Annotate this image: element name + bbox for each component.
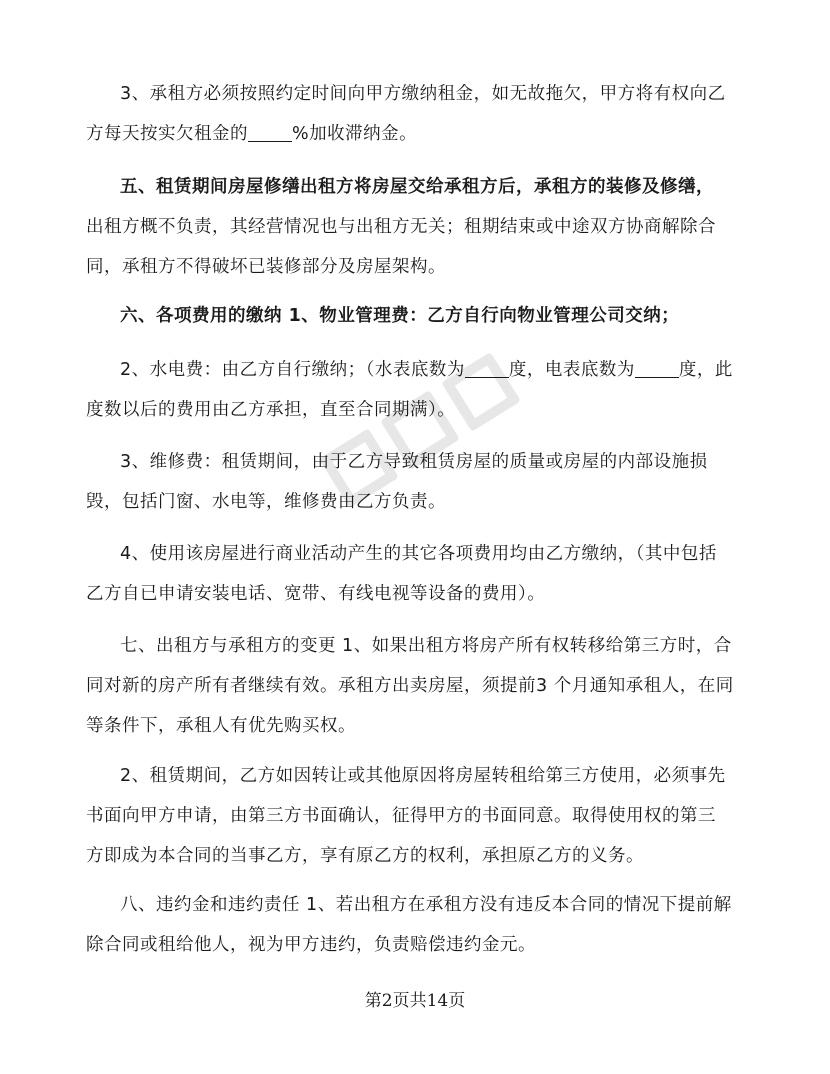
paragraph-line: 除合同或租给他人，视为甲方违约，负责赔偿违约金元。 bbox=[86, 935, 536, 955]
text-fragment: 方每天按实欠租金的 bbox=[86, 124, 248, 144]
paragraph-line: 毁，包括门窗、水电等，维修费由乙方负责。 bbox=[86, 492, 446, 512]
paragraph-line: 七、出租方与承租方的变更 1、如果出租方将房产所有权转移给第三方时，合 bbox=[120, 636, 732, 656]
paragraph-line: 3、维修费：租赁期间，由于乙方导致租赁房屋的质量或房屋的内部设施损 bbox=[120, 452, 708, 472]
paragraph-line: 八、违约金和违约责任 1、若出租方在承租方没有违反本合同的情况下提前解 bbox=[120, 895, 732, 915]
text-fragment: 2、水电费：由乙方自行缴纳；（水表底数为 bbox=[120, 360, 465, 380]
paragraph-line: 方即成为本合同的当事乙方，享有原乙方的权利，承担原乙方的义务。 bbox=[86, 846, 644, 866]
fill-blank bbox=[635, 359, 679, 378]
paragraph-line: 书面向甲方申请，由第三方书面确认，征得甲方的书面同意。取得使用权的第三 bbox=[86, 806, 716, 826]
paragraph-section-seven bbox=[86, 626, 746, 746]
paragraph-section-eight bbox=[86, 885, 746, 965]
paragraph-line: 度数以后的费用由乙方承担，直至合同期满）。 bbox=[86, 400, 456, 420]
paragraph-line bbox=[86, 350, 746, 390]
paragraph-line: 4、使用该房屋进行商业活动产生的其它各项费用均由乙方缴纳，（其中包括 bbox=[120, 544, 717, 564]
paragraph-line: 2、租赁期间，乙方如因转让或其他原因将房屋转租给第三方使用，必须事先 bbox=[120, 766, 726, 786]
paragraph-line: 五、租赁期间房屋修缮出租方将房屋交给承租方后，承租方的装修及修缮， bbox=[120, 177, 714, 197]
paragraph-line: 乙方自已申请安装电话、宽带、有线电视等设备的费用）。 bbox=[86, 584, 546, 604]
fill-blank bbox=[465, 359, 509, 378]
paragraph-line bbox=[86, 114, 746, 154]
paragraph-utilities bbox=[86, 350, 746, 430]
text-fragment: %加收滞纳金。 bbox=[292, 124, 418, 144]
paragraph-line: 六、各项费用的缴纳 1、物业管理费：乙方自行向物业管理公司交纳； bbox=[120, 306, 680, 326]
fill-blank bbox=[248, 123, 292, 142]
paragraph-line: 同，承租方不得破坏已装修部分及房屋架构。 bbox=[86, 257, 446, 277]
paragraph-section-six bbox=[86, 296, 746, 336]
paragraph-line: 3、承租方必须按照约定时间向甲方缴纳租金，如无故拖欠，甲方将有权向乙 bbox=[120, 84, 726, 104]
paragraph-line: 等条件下，承租人有优先购买权。 bbox=[86, 716, 356, 736]
paragraph-line: 出租方概不负责，其经营情况也与出租方无关；租期结束或中途双方协商解除合 bbox=[86, 217, 716, 237]
paragraph-repair-fee bbox=[86, 442, 746, 522]
text-fragment: 度，此 bbox=[678, 360, 733, 380]
paragraph-other-fees bbox=[86, 534, 746, 614]
paragraph-line: 同对新的房产所有者继续有效。承租方出卖房屋，须提前3 个月通知承租人，在同 bbox=[86, 676, 734, 696]
text-fragment: 度，电表底数为 bbox=[508, 360, 635, 380]
paragraph-sublease bbox=[86, 756, 746, 876]
paragraph-section-five bbox=[86, 167, 746, 287]
page-number: 第2页共14页 bbox=[364, 991, 466, 1011]
paragraph-late-fee bbox=[86, 74, 746, 154]
